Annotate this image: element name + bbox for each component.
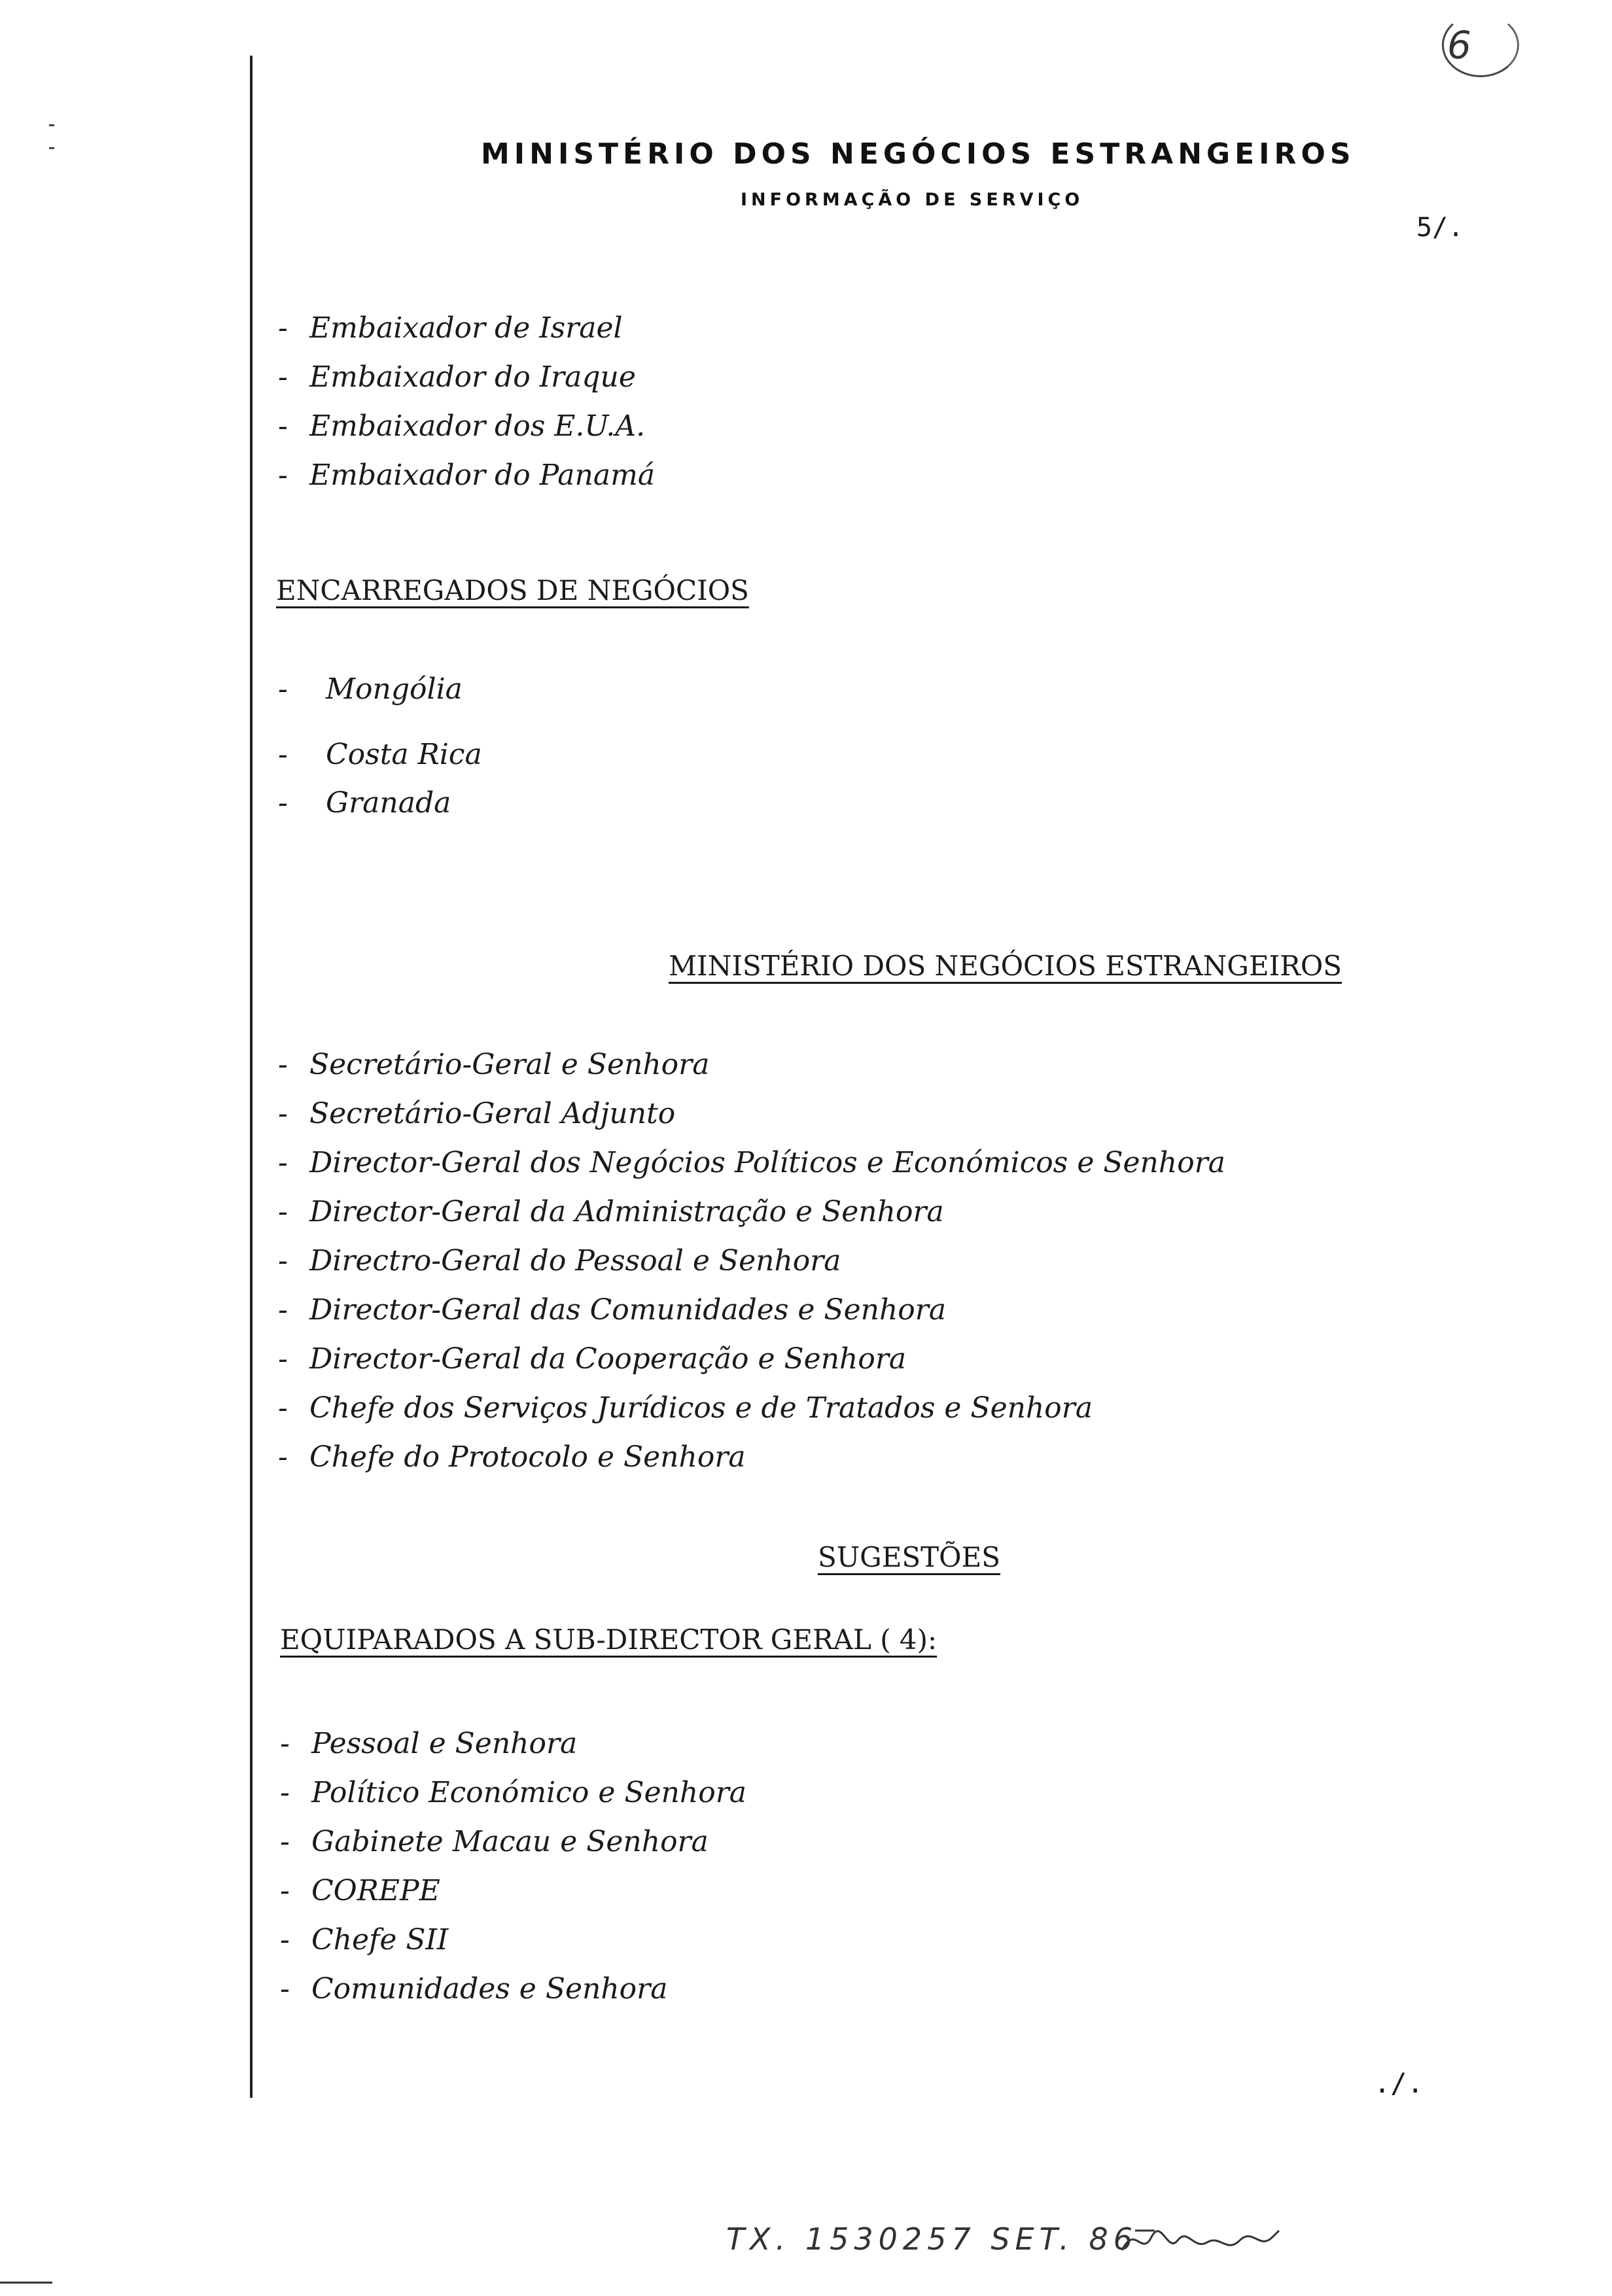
list-item: - Embaixador do Iraque xyxy=(278,360,636,394)
list-item: - Director-Geral da Administração e Senhora xyxy=(278,1195,944,1228)
list-item: - Chefe do Protocolo e Senhora xyxy=(278,1440,746,1474)
edge-line xyxy=(0,2282,52,2284)
handwritten-reference: TX. 1530257 SET. 86 xyxy=(726,2221,1138,2257)
list-item: - Chefe SII xyxy=(280,1923,449,1957)
section-heading-ministerio: MINISTÉRIO DOS NEGÓCIOS ESTRANGEIROS xyxy=(669,950,1342,982)
list-item: - Comunidades e Senhora xyxy=(280,1972,668,2006)
list-item: - Chefe dos Serviços Jurídicos e de Tratados e Senhora xyxy=(278,1391,1093,1425)
list-item: - Pessoal e Senhora xyxy=(280,1727,578,1760)
list-item: - Director-Geral dos Negócios Políticos e Económicos e Senhora xyxy=(278,1146,1225,1179)
list-item: - Mongólia xyxy=(278,672,463,706)
list-item: - Político Económico e Senhora xyxy=(280,1776,746,1809)
list-item: - Director-Geral das Comunidades e Senhora xyxy=(278,1293,947,1327)
page-mark: 6 xyxy=(1447,23,1471,67)
section-subheading-equiparados: EQUIPARADOS A SUB-DIRECTOR GERAL ( 4): xyxy=(280,1624,937,1656)
list-item: - Embaixador de Israel xyxy=(278,311,623,345)
section-heading-sugestoes: SUGESTÕES xyxy=(818,1541,1001,1573)
signature xyxy=(1115,2218,1299,2270)
continuation-mark: ./. xyxy=(1374,2067,1424,2099)
list-item: - Embaixador dos E.U.A. xyxy=(278,409,646,443)
list-item: - Gabinete Macau e Senhora xyxy=(280,1825,709,1858)
letterhead-title: MINISTÉRIO DOS NEGÓCIOS ESTRANGEIROS xyxy=(481,137,1356,171)
punch-mark xyxy=(49,147,54,149)
list-item: - Directro-Geral do Pessoal e Senhora xyxy=(278,1244,841,1278)
list-item: - Secretário-Geral e Senhora xyxy=(278,1048,710,1081)
list-item: - Costa Rica xyxy=(278,738,482,771)
list-item: - Granada xyxy=(278,786,451,820)
section-heading-encarregados: ENCARREGADOS DE NEGÓCIOS xyxy=(276,574,749,606)
page-number: 5/. xyxy=(1416,213,1464,243)
letterhead-subtitle: INFORMAÇÃO DE SERVIÇO xyxy=(741,190,1084,210)
punch-mark xyxy=(49,124,54,126)
list-item: - Director-Geral da Cooperação e Senhora xyxy=(278,1342,907,1376)
list-item: - Secretário-Geral Adjunto xyxy=(278,1097,676,1130)
margin-rule xyxy=(250,56,253,2098)
list-item: - COREPE xyxy=(280,1874,440,1907)
list-item: - Embaixador do Panamá xyxy=(278,459,656,492)
